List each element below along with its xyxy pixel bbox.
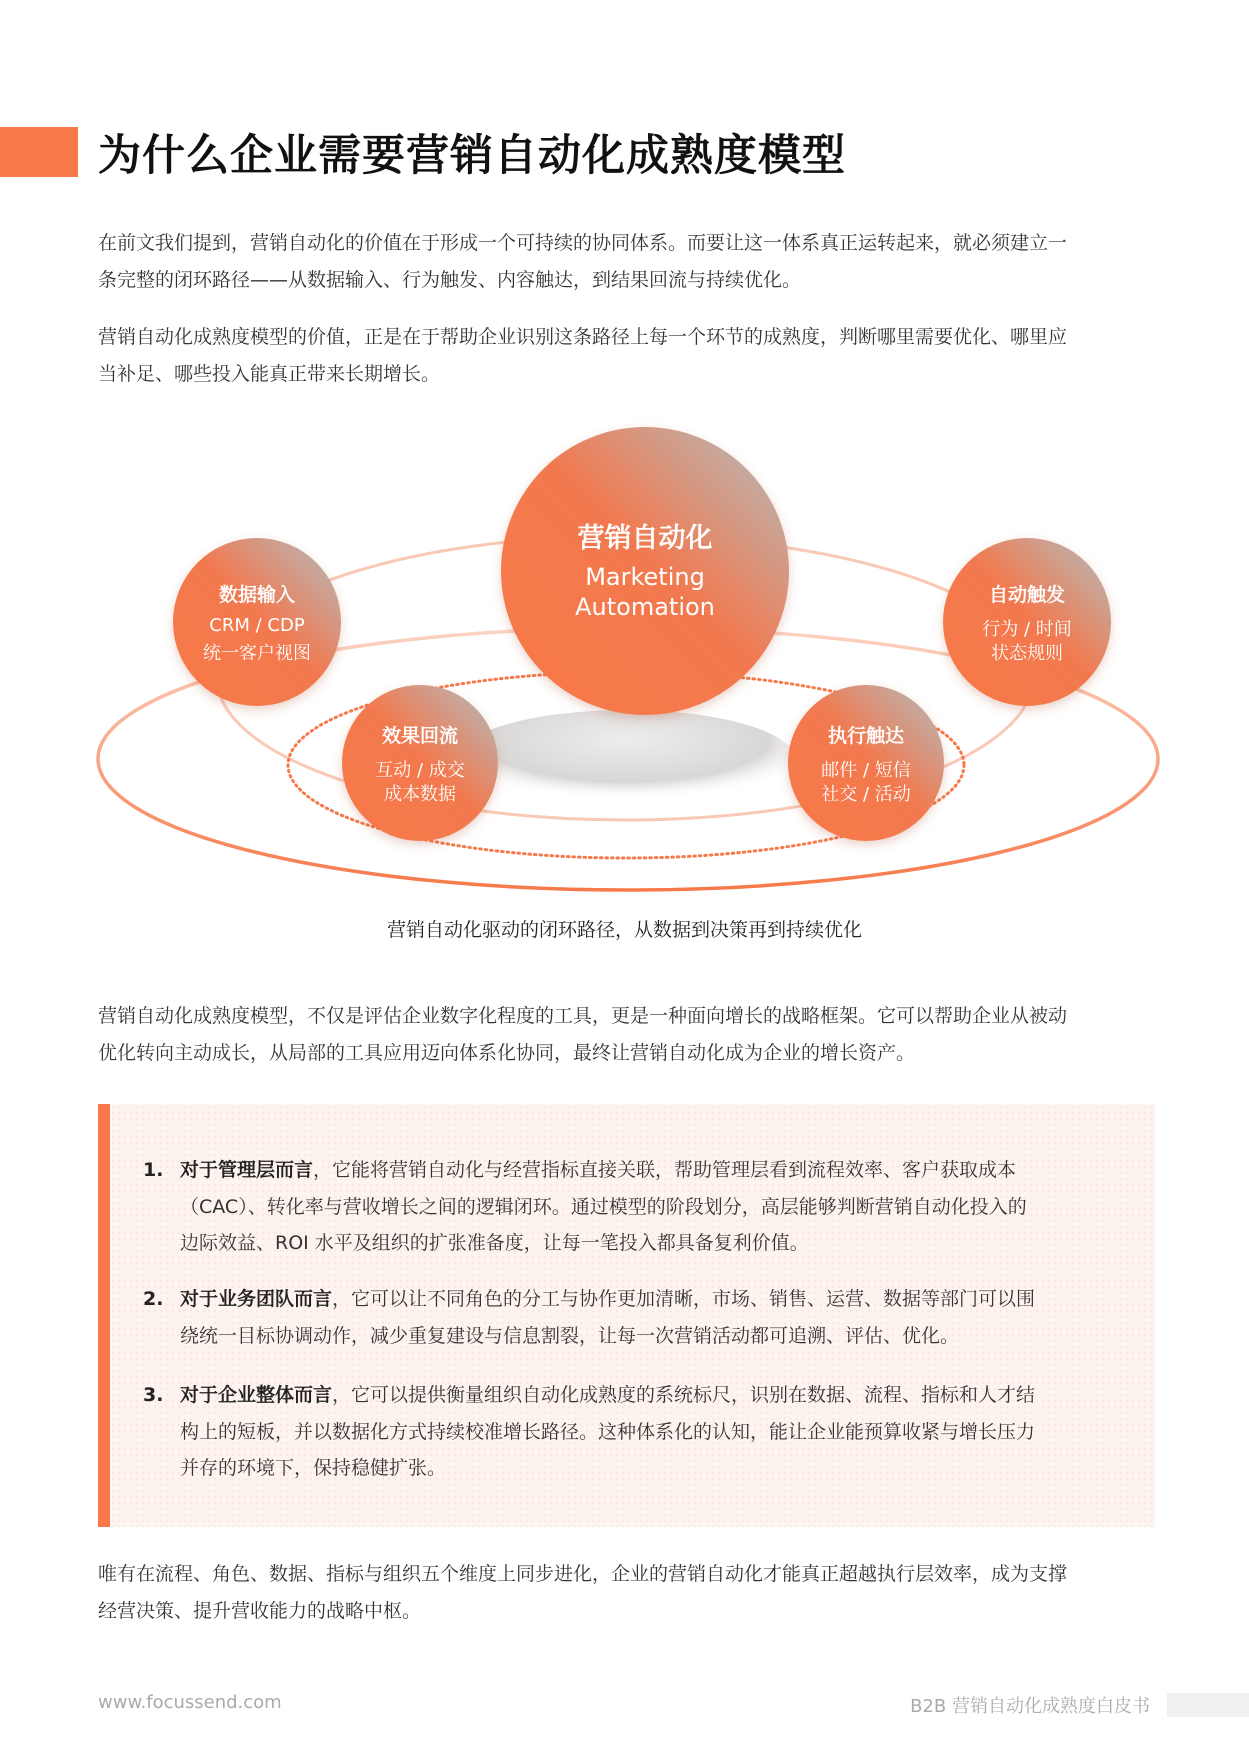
text-line: 经营决策、提升营收能力的战略中枢。: [98, 1600, 422, 1622]
callout-item-3: [143, 1377, 1143, 1487]
text-line: 营销自动化成熟度模型的价值，正是在于帮助企业识别这条路径上每一个环节的成熟度，判断哪里需要优化、哪里应: [98, 326, 1068, 348]
text-line: ，它可以让不同角色的分工与协作更加清晰，市场、销售、运营、数据等部门可以围: [332, 1288, 1036, 1310]
center-title: 营销自动化: [577, 523, 713, 554]
node-title: 自动触发: [988, 584, 1066, 606]
node-line: 成本数据: [384, 784, 456, 805]
node-line: 社交 / 活动: [821, 784, 911, 805]
text-line: 绕统一目标协调动作，减少重复建设与信息割裂，让每一次营销活动都可追溯、评估、优化。: [180, 1324, 960, 1347]
callout-item-1: [143, 1152, 1143, 1262]
footer-doc-title: B2B 营销自动化成熟度白皮书: [910, 1696, 1150, 1717]
node-line: 行为 / 时间: [982, 619, 1072, 640]
item-lead: 对于企业整体而言: [180, 1384, 333, 1406]
footer-website: www.focussend.com: [98, 1692, 282, 1713]
gray-platform: [456, 710, 796, 810]
callout-accent-bar: [98, 1104, 110, 1527]
callout-box: [98, 1104, 1155, 1527]
node-line: CRM / CDP: [209, 615, 305, 636]
node-title: 数据输入: [218, 584, 296, 606]
intro-paragraph-2: [98, 319, 1158, 393]
item-lead: 对于业务团队而言: [180, 1288, 333, 1310]
text-line: 唯有在流程、角色、数据、指标与组织五个维度上同步进化，企业的营销自动化才能真正超越执行层效率，成为支撑: [98, 1563, 1068, 1585]
closed-loop-diagram: [0, 400, 1249, 920]
intro-paragraph-1: [98, 225, 1158, 299]
text-line: 并存的环境下，保持稳健扩张。: [180, 1457, 447, 1479]
center-line1: Marketing: [585, 563, 705, 591]
text-line: （CAC）、转化率与营收增长之间的逻辑闭环。通过模型的阶段划分，高层能够判断营销自动化投入的: [180, 1195, 1027, 1218]
text-line: 边际效益、ROI 水平及组织的扩张准备度，让每一笔投入都具备复利价值。: [180, 1232, 809, 1254]
text-line: ，它可以提供衡量组织自动化成熟度的系统标尺，识别在数据、流程、指标和人才结: [332, 1384, 1036, 1406]
paragraph-3: [98, 998, 1158, 1072]
node-line: 状态规则: [991, 643, 1063, 664]
callout-item-2: [143, 1281, 1143, 1354]
title-accent-bar: [0, 127, 78, 177]
text-line: 构上的短板，并以数据化方式持续校准增长路径。这种体系化的认知，能让企业能预算收紧与增长压力: [180, 1420, 1036, 1443]
page-title: 为什么企业需要营销自动化成熟度模型: [98, 131, 846, 181]
text-line: ，它能将营销自动化与经营指标直接关联，帮助管理层看到流程效率、客户获取成本: [313, 1159, 1017, 1181]
diagram-caption: 营销自动化驱动的闭环路径，从数据到决策再到持续优化: [386, 919, 862, 941]
node-line: 统一客户视图: [203, 643, 311, 664]
node-title: 效果回流: [381, 725, 459, 747]
item-lead: 对于管理层而言: [180, 1159, 314, 1181]
text-line: 优化转向主动成长，从局部的工具应用迈向体系化协同，最终让营销自动化成为企业的增长资产。: [98, 1042, 916, 1064]
text-line: 营销自动化成熟度模型，不仅是评估企业数字化程度的工具，更是一种面向增长的战略框架。它可以帮助企业从被动: [98, 1005, 1068, 1027]
node-line: 互动 / 成交: [375, 760, 465, 781]
footer-page-tab: [1167, 1693, 1249, 1717]
text-line: 当补足、哪些投入能真正带来长期增长。: [98, 363, 441, 385]
text-line: 在前文我们提到，营销自动化的价值在于形成一个可持续的协同体系。而要让这一体系真正运转起来，就必须建立一: [98, 232, 1068, 254]
node-title: 执行触达: [827, 725, 905, 747]
item-number: 2.: [143, 1288, 164, 1310]
item-number: 1.: [143, 1159, 164, 1181]
node-line: 邮件 / 短信: [821, 760, 911, 781]
conclusion-paragraph: [98, 1556, 1158, 1630]
item-number: 3.: [143, 1384, 164, 1406]
text-line: 条完整的闭环路径——从数据输入、行为触发、内容触达，到结果回流与持续优化。: [98, 269, 802, 291]
center-line2: Automation: [575, 593, 715, 621]
